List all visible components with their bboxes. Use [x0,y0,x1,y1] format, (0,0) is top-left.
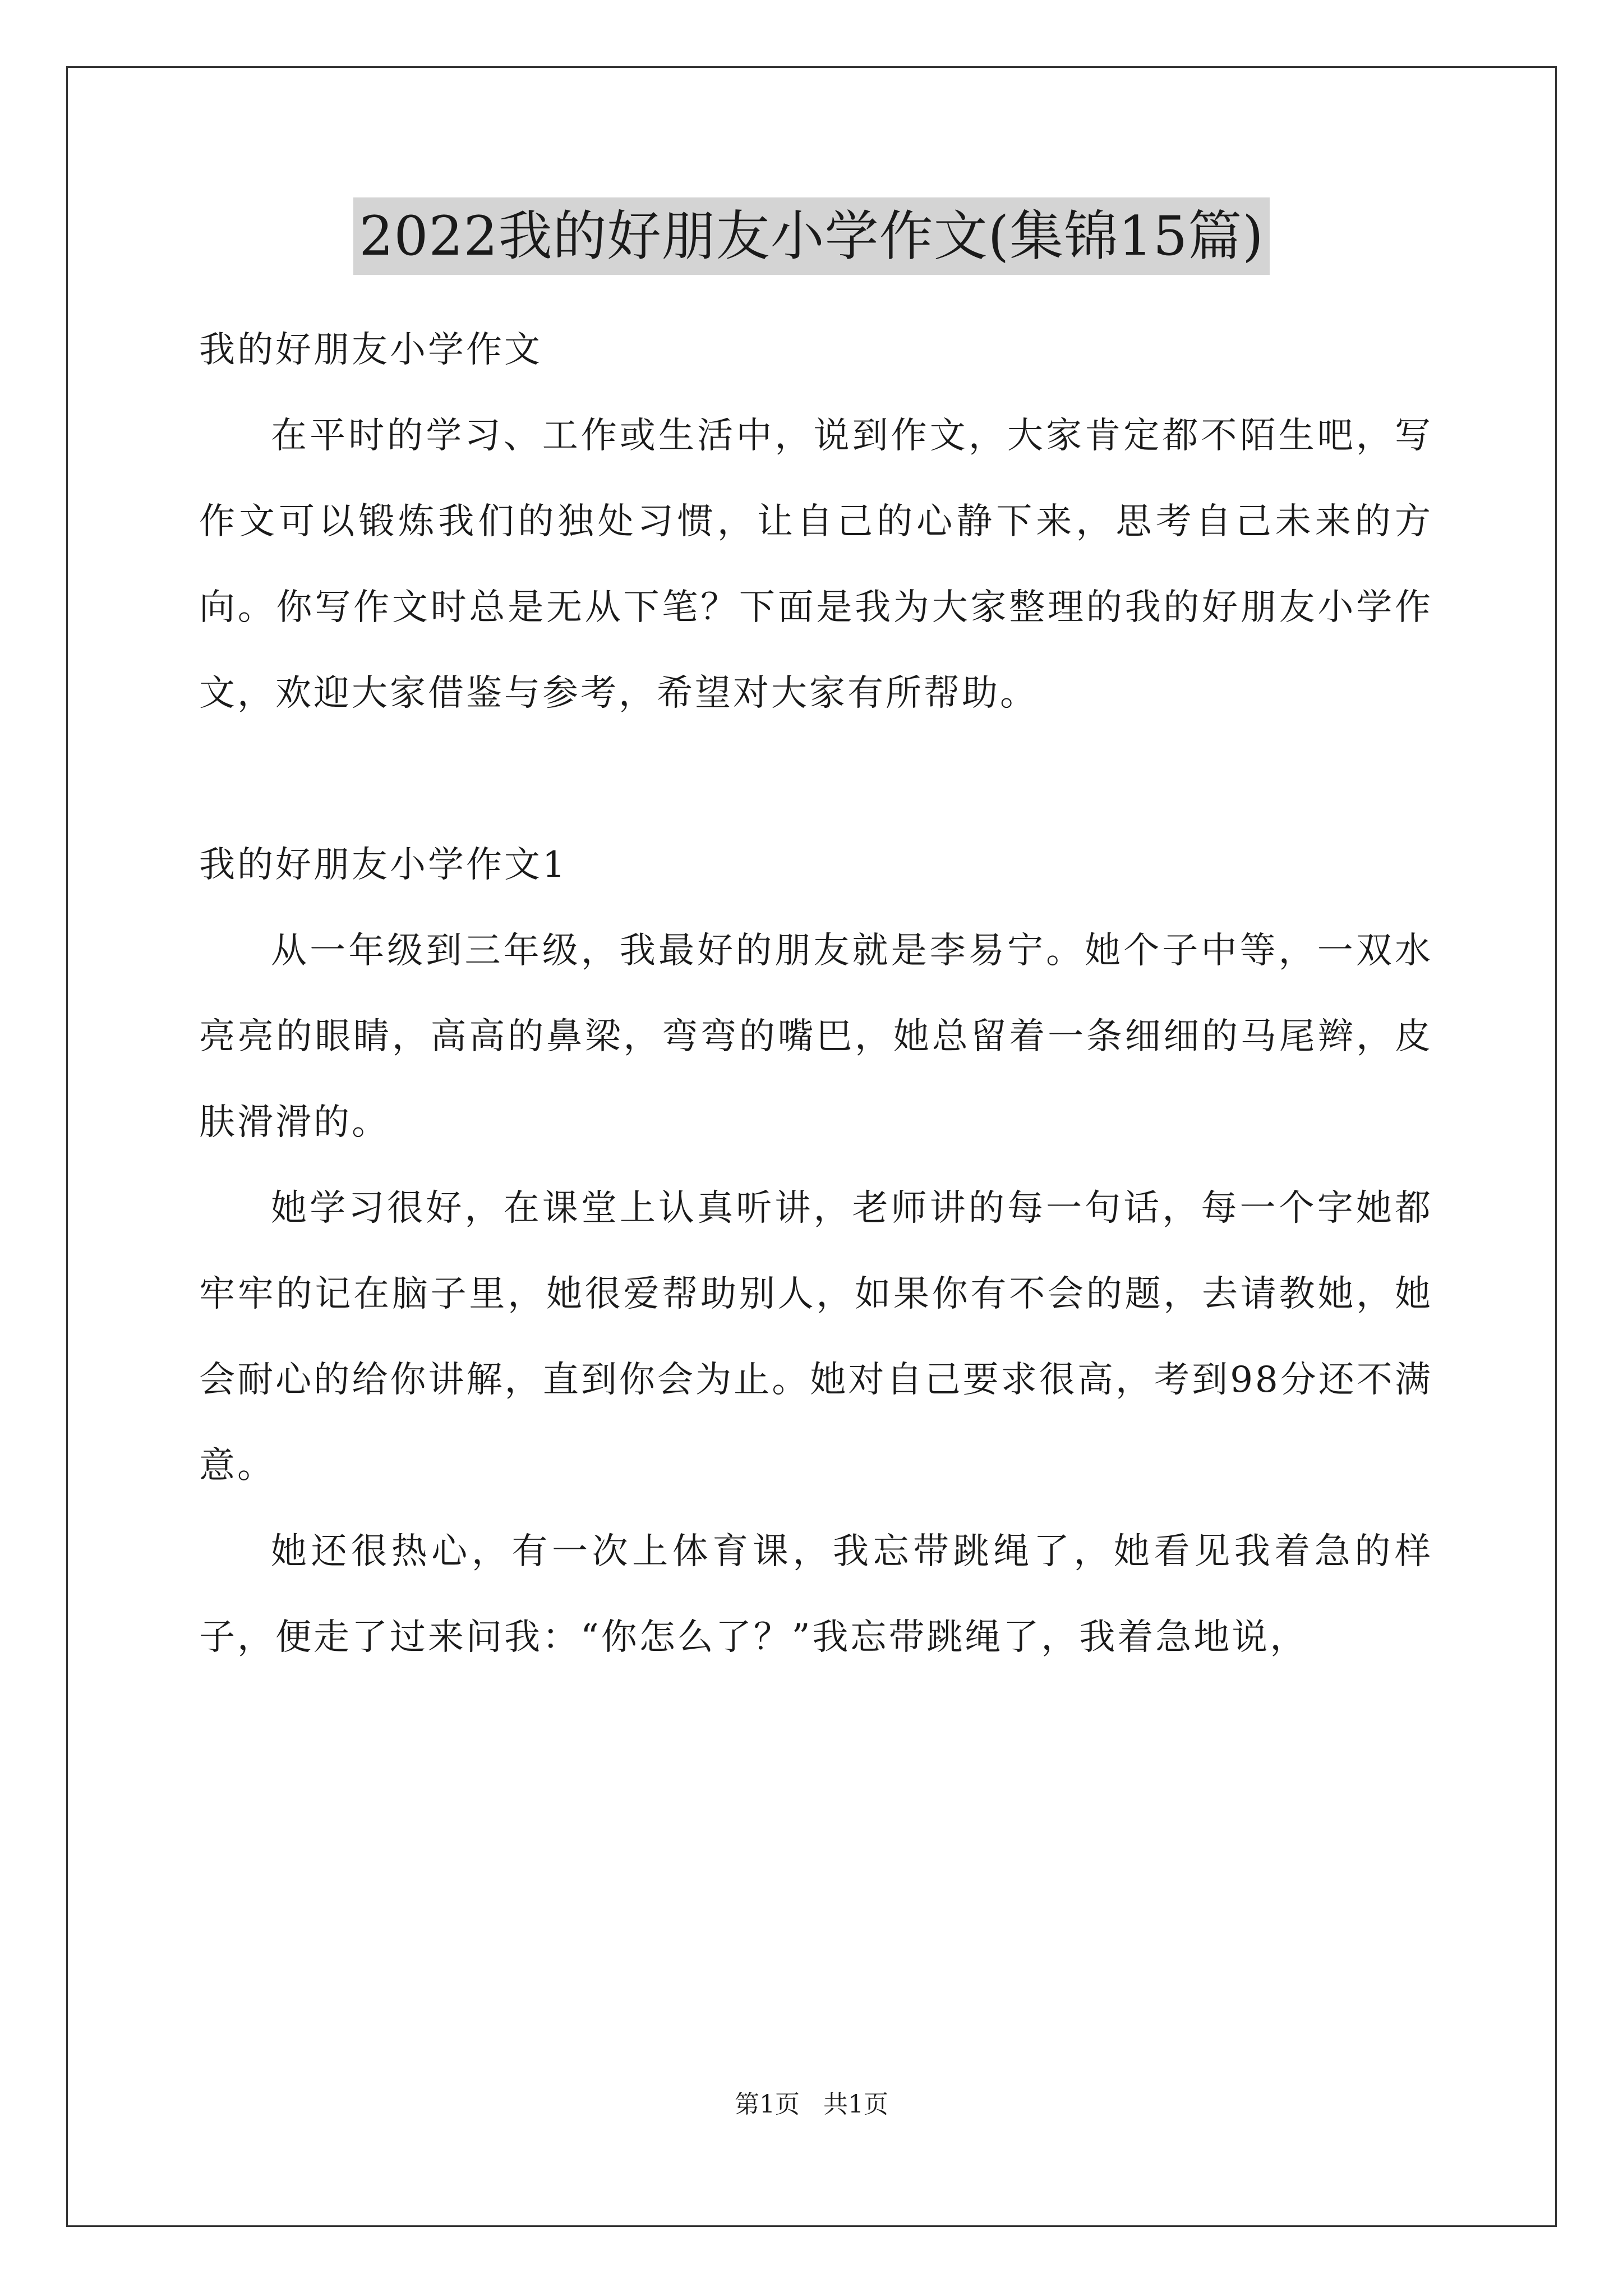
page-number-footer: 第1页 共1页 [735,2090,888,2119]
body-paragraph-1: 从一年级到三年级，我最好的朋友就是李易宁。她个子中等，一双水亮亮的眼睛，高高的鼻梁，弯弯的嘴巴，她总留着一条细细的马尾辫，皮肤滑滑的。 [199,930,1433,1143]
title-area [0,197,1623,275]
intro-heading: 我的好朋友小学作文 [199,329,542,371]
document-title: 2022我的好朋友小学作文(集锦15篇) [353,197,1269,275]
section-heading: 我的好朋友小学作文1 [199,844,568,886]
document-body [199,307,1433,1681]
body-paragraph-3: 她还很热心，有一次上体育课，我忘带跳绳了，她看见我着急的样子，便走了过来问我：“你怎么了？”我忘带跳绳了，我着急地说， [199,1531,1433,1658]
intro-paragraph: 在平时的学习、工作或生活中，说到作文，大家肯定都不陌生吧，写作文可以锻炼我们的独处习惯，让自己的心静下来，思考自己未来的方向。你写作文时总是无从下笔？下面是我为大家整理的我的好朋友小学作文，欢迎大家借鉴与参考，希望对大家有所帮助。 [199,415,1433,714]
body-paragraph-2: 她学习很好，在课堂上认真听讲，老师讲的每一句话，每一个字她都牢牢的记在脑子里，她很爱帮助别人，如果你有不会的题，去请教她，她会耐心的给你讲解，直到你会为止。她对自己要求很高，考到98分还不满意。 [199,1188,1433,1487]
